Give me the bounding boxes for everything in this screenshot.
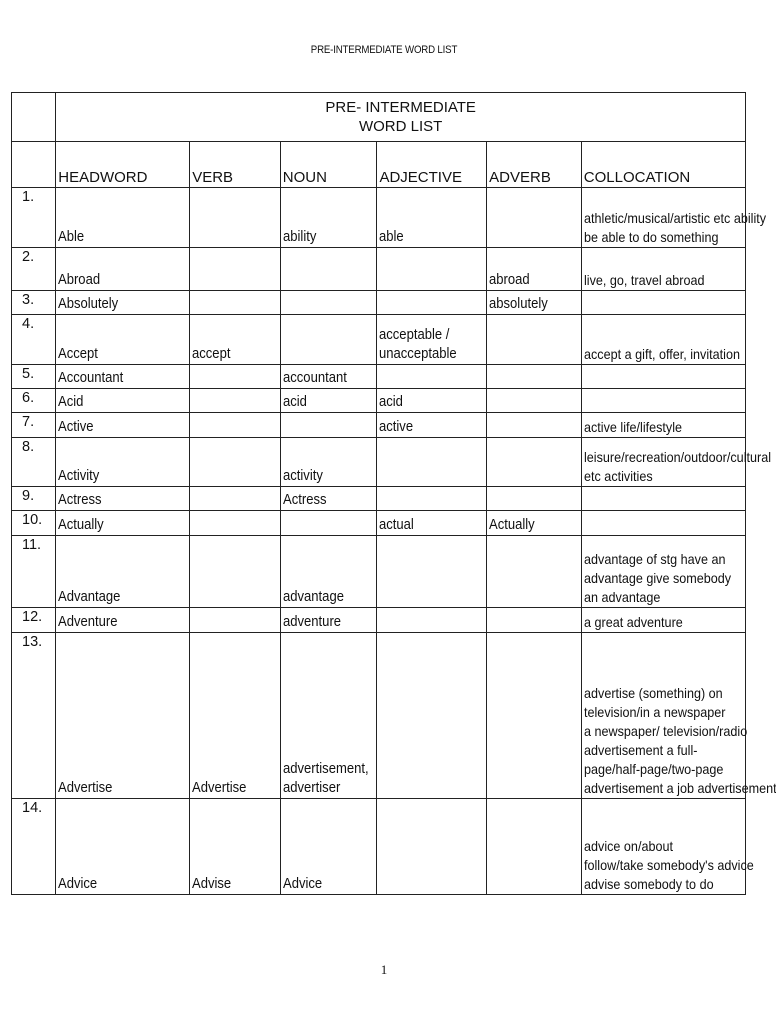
cell-adverb	[487, 799, 582, 895]
headword-text: Activity	[58, 468, 100, 484]
collocation-line: page/half-page/two-page	[583, 761, 724, 777]
table-row	[12, 608, 746, 633]
cell-adverb	[487, 291, 582, 315]
adjective-text: acceptable / unacceptable	[379, 327, 458, 362]
cell-adjective	[377, 413, 487, 438]
cell-verb	[190, 438, 281, 487]
row-number: 10.	[12, 511, 56, 536]
table-row	[12, 799, 746, 895]
headword-text: Actress	[58, 492, 102, 508]
cell-collocation	[581, 291, 745, 315]
noun-text: acid	[282, 394, 307, 410]
adjective-text: acid	[379, 394, 404, 410]
adjective-text: actual	[379, 517, 415, 533]
cell-verb	[190, 511, 281, 536]
cell-noun	[280, 536, 377, 608]
cell-verb	[190, 315, 281, 365]
collocation-line: accept a gift, offer, invitation	[583, 346, 740, 362]
cell-adverb	[487, 365, 582, 389]
cell-adverb	[487, 315, 582, 365]
cell-verb	[190, 608, 281, 633]
noun-text: advertisement, advertiser	[282, 761, 369, 796]
cell-collocation	[581, 487, 745, 511]
table-row	[12, 291, 746, 315]
cell-adverb	[487, 608, 582, 633]
collocation-line: advantage of stg have an	[583, 551, 726, 567]
cell-adjective	[377, 608, 487, 633]
row-number: 4.	[12, 315, 56, 365]
row-number: 2.	[12, 248, 56, 291]
cell-collocation	[581, 511, 745, 536]
header-verb: VERB	[190, 142, 281, 188]
collocation-line: active life/lifestyle	[583, 419, 682, 435]
headword-text: Advertise	[58, 780, 113, 796]
header-collocation: COLLOCATION	[581, 142, 745, 188]
noun-text: Actress	[282, 492, 327, 508]
cell-noun	[280, 633, 377, 799]
table-row	[12, 188, 746, 248]
collocation-line: advise somebody to do	[583, 876, 714, 892]
table-row	[12, 633, 746, 799]
cell-headword	[56, 413, 190, 438]
table-row	[12, 413, 746, 438]
verb-text: accept	[192, 346, 231, 362]
cell-adverb	[487, 511, 582, 536]
verb-text: Advertise	[192, 780, 247, 796]
row-number: 8.	[12, 438, 56, 487]
cell-collocation	[581, 389, 745, 413]
row-number: 9.	[12, 487, 56, 511]
collocation-line: athletic/musical/artistic etc ability	[583, 210, 766, 226]
headword-text: Advantage	[58, 589, 121, 605]
cell-adverb	[487, 487, 582, 511]
cell-collocation	[581, 248, 745, 291]
headword-text: Active	[58, 419, 94, 435]
cell-collocation	[581, 799, 754, 895]
cell-adverb	[487, 633, 582, 799]
header-row	[12, 142, 746, 188]
cell-adjective	[377, 799, 487, 895]
cell-adjective	[377, 291, 487, 315]
collocation-line: etc activities	[583, 468, 653, 484]
cell-noun	[280, 248, 377, 291]
cell-adverb	[487, 413, 582, 438]
cell-verb	[190, 536, 281, 608]
verb-text: Advise	[192, 876, 232, 892]
cell-headword	[56, 536, 190, 608]
cell-headword	[56, 511, 190, 536]
cell-headword	[56, 365, 190, 389]
cell-headword	[56, 438, 190, 487]
cell-headword	[56, 315, 190, 365]
cell-verb	[190, 389, 281, 413]
cell-adjective	[377, 438, 487, 487]
collocation-line: advertise (something) on	[583, 685, 723, 701]
cell-verb	[190, 487, 281, 511]
noun-text: activity	[282, 468, 323, 484]
cell-adverb	[487, 248, 582, 291]
headword-text: Actually	[58, 517, 104, 533]
cell-adjective	[377, 188, 487, 248]
cell-adverb	[487, 438, 582, 487]
noun-text: Advice	[282, 876, 322, 892]
table-row	[12, 536, 746, 608]
headword-text: Abroad	[58, 272, 101, 288]
cell-headword	[56, 799, 190, 895]
row-number: 12.	[12, 608, 56, 633]
collocation-line: television/in a newspaper	[583, 704, 726, 720]
noun-text: adventure	[282, 614, 341, 630]
row-number: 1.	[12, 188, 56, 248]
cell-headword	[56, 608, 190, 633]
cell-headword	[56, 389, 190, 413]
table-title-line2: WORD LIST	[358, 118, 443, 135]
table-row	[12, 438, 746, 487]
cell-adjective	[377, 315, 487, 365]
header-blank-cell	[12, 142, 56, 188]
cell-verb	[190, 248, 281, 291]
headword-text: Advice	[58, 876, 98, 892]
cell-verb	[190, 633, 281, 799]
row-number: 13.	[12, 633, 56, 799]
headword-text: Adventure	[58, 614, 118, 630]
adverb-text: Actually	[489, 517, 535, 533]
cell-verb	[190, 413, 281, 438]
cell-verb	[190, 291, 281, 315]
headword-text: Acid	[58, 394, 84, 410]
cell-adverb	[487, 536, 582, 608]
noun-text: accountant	[282, 370, 347, 386]
cell-collocation	[581, 438, 771, 487]
page-header: PRE-INTERMEDIATE WORD LIST	[310, 44, 458, 56]
cell-noun	[280, 799, 377, 895]
table-row	[12, 487, 746, 511]
table-title	[56, 93, 746, 142]
cell-noun	[280, 365, 377, 389]
collocation-line: advantage give somebody	[583, 570, 731, 586]
cell-noun	[280, 413, 377, 438]
header-adjective: ADJECTIVE	[377, 142, 487, 188]
cell-adjective	[377, 487, 487, 511]
cell-noun	[280, 315, 377, 365]
table-row	[12, 511, 746, 536]
adjective-text: active	[379, 419, 414, 435]
table-row	[12, 389, 746, 413]
headword-text: Able	[58, 229, 85, 245]
cell-collocation	[581, 536, 745, 608]
row-number: 7.	[12, 413, 56, 438]
title-row	[12, 93, 746, 142]
cell-collocation	[581, 188, 766, 248]
adverb-text: absolutely	[489, 296, 548, 312]
cell-collocation	[581, 633, 776, 799]
noun-text: advantage	[282, 589, 344, 605]
cell-collocation	[581, 365, 745, 389]
cell-collocation	[581, 315, 745, 365]
cell-adjective	[377, 633, 487, 799]
cell-headword	[56, 248, 190, 291]
collocation-line: advertisement a job advertisement	[583, 780, 776, 796]
cell-noun	[280, 487, 377, 511]
cell-headword	[56, 487, 190, 511]
collocation-line: advertisement a full-	[583, 742, 698, 758]
cell-noun	[280, 188, 377, 248]
row-number: 14.	[12, 799, 56, 895]
collocation-line: an advantage	[583, 589, 661, 605]
row-number: 5.	[12, 365, 56, 389]
headword-text: Accountant	[58, 370, 124, 386]
row-number: 6.	[12, 389, 56, 413]
noun-text: ability	[282, 229, 317, 245]
collocation-line: follow/take somebody's advice	[583, 857, 754, 873]
cell-adjective	[377, 248, 487, 291]
word-list-table	[11, 92, 776, 895]
row-number: 3.	[12, 291, 56, 315]
header-adverb: ADVERB	[487, 142, 582, 188]
row-number: 11.	[12, 536, 56, 608]
cell-adjective	[377, 365, 487, 389]
cell-headword	[56, 291, 190, 315]
cell-noun	[280, 389, 377, 413]
adjective-text: able	[379, 229, 405, 245]
cell-adjective	[377, 536, 487, 608]
table-row	[12, 365, 746, 389]
cell-noun	[280, 511, 377, 536]
cell-adjective	[377, 511, 487, 536]
cell-headword	[56, 633, 190, 799]
cell-headword	[56, 188, 190, 248]
cell-noun	[280, 438, 377, 487]
title-blank-cell	[12, 93, 56, 142]
cell-adverb	[487, 389, 582, 413]
header-headword: HEADWORD	[56, 142, 190, 188]
table-row	[12, 248, 746, 291]
cell-verb	[190, 188, 281, 248]
cell-verb	[190, 365, 281, 389]
table-title-line1: PRE- INTERMEDIATE	[325, 99, 476, 116]
table-row	[12, 315, 746, 365]
headword-text: Absolutely	[58, 296, 119, 312]
cell-adjective	[377, 389, 487, 413]
cell-noun	[280, 608, 377, 633]
collocation-line: be able to do something	[583, 229, 719, 245]
collocation-line: leisure/recreation/outdoor/cultural	[583, 449, 771, 465]
adverb-text: abroad	[489, 272, 530, 288]
cell-verb	[190, 799, 281, 895]
collocation-line: a newspaper/ television/radio	[583, 723, 748, 739]
cell-adverb	[487, 188, 582, 248]
cell-noun	[280, 291, 377, 315]
cell-collocation	[581, 608, 745, 633]
headword-text: Accept	[58, 346, 99, 362]
header-noun: NOUN	[280, 142, 377, 188]
page-number: 1	[380, 962, 388, 977]
collocation-line: advice on/about	[583, 838, 673, 854]
collocation-line: live, go, travel abroad	[583, 272, 705, 288]
cell-collocation	[581, 413, 745, 438]
collocation-line: a great adventure	[583, 614, 683, 630]
